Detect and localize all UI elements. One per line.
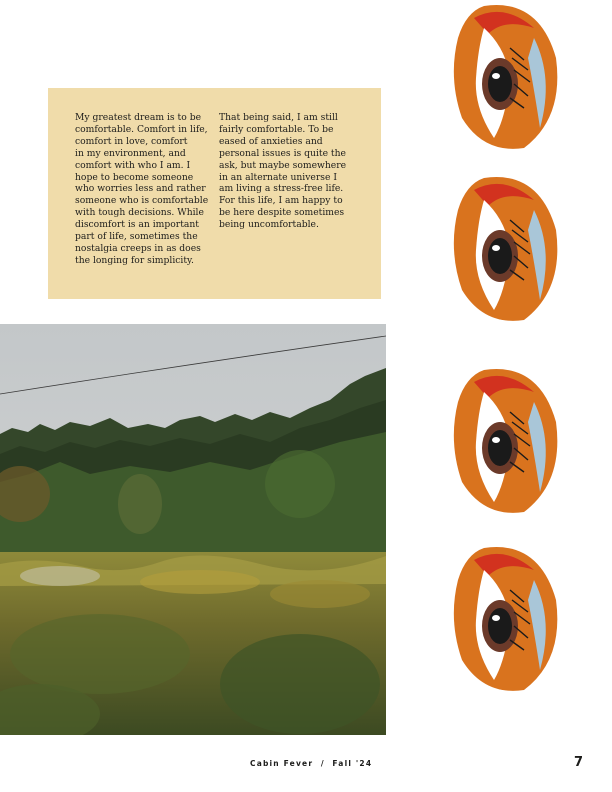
page-number: 7 [574,755,584,770]
essay-left-column: My greatest dream is to be comfortable. Comfort in life, comfort in love, comfort in my environment, and comfort with who I am. I hope to become someone who worries less and rather someone who is comfortable with tough decisions. While discomfort is an important part of life, sometimes the nostalgia creeps in as does the longing for simplicity. [75,112,209,266]
essay-text-box [48,88,381,299]
eye-illustration-1 [444,0,564,154]
footer-publication: Cabin Fever / Fall '24 [250,759,373,768]
eye-illustration-2 [444,170,564,326]
essay-right-column: That being said, I am still fairly comfortable. To be eased of anxieties and personal issues is quite the ask, but maybe somewhere in an alternate universe I am living a stress-free life. For this life, I am happy to be here despite sometimes being uncomfortable. [219,112,347,231]
meadow-photo [0,324,386,735]
eye-illustration-3 [444,362,564,518]
eye-illustration-4 [444,540,564,696]
